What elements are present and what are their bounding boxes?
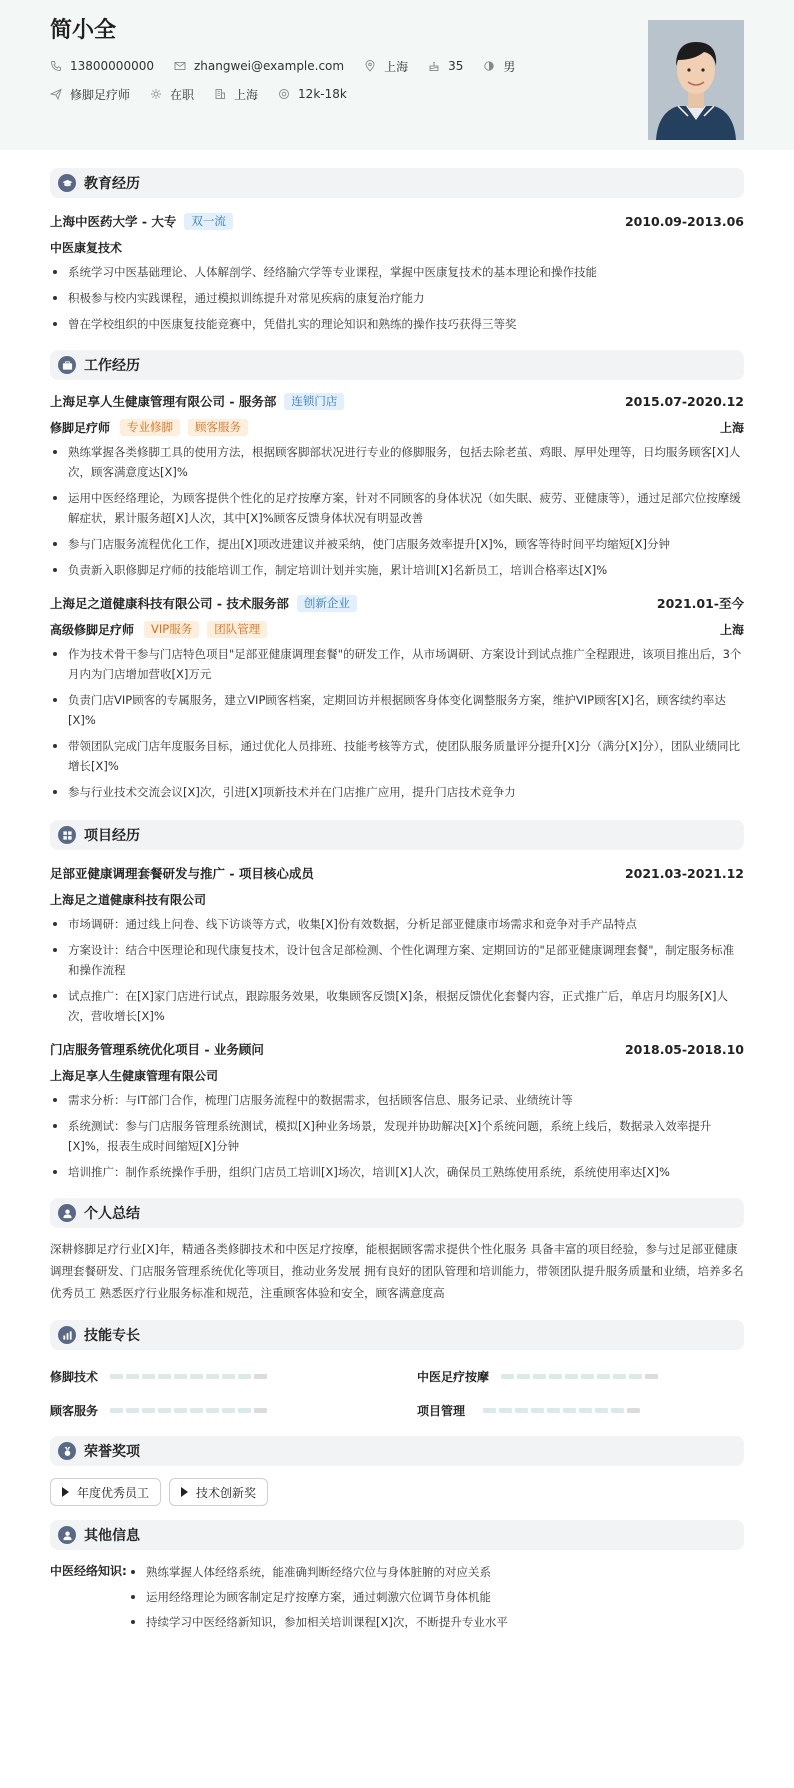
skill-segment — [126, 1408, 139, 1413]
role-name: 高级修脚足疗师 — [50, 622, 135, 637]
cake-icon — [428, 60, 440, 72]
work-date: 2015.07-2020.12 — [624, 393, 744, 409]
skill-level-bar — [501, 1374, 661, 1379]
role-tag: VIP服务 — [144, 621, 199, 638]
awards-section-title — [50, 1436, 744, 1466]
skill-segment — [206, 1374, 219, 1379]
education-date: 2010.09-2013.06 — [624, 213, 744, 229]
summary-section-title — [50, 1198, 744, 1228]
skill-segment — [629, 1374, 642, 1379]
work-location: 上海 — [719, 420, 744, 435]
skill-item — [50, 1402, 377, 1418]
education-entry-head — [50, 212, 744, 230]
work-section-title — [50, 350, 744, 380]
skill-segment — [563, 1408, 576, 1413]
work-bullets — [50, 442, 744, 580]
play-icon — [62, 1487, 69, 1497]
gear-icon — [150, 88, 162, 100]
bar-chart-icon — [58, 1326, 76, 1344]
target-city-text: 上海 — [234, 87, 259, 102]
target-city-item — [214, 86, 258, 103]
list-item: 持续学习中医经络新知识，参加相关培训课程[X]次，不断提升专业水平 — [128, 1610, 508, 1635]
skill-segment — [581, 1374, 594, 1379]
gender-icon — [483, 60, 495, 72]
work-entry — [50, 594, 744, 802]
city-text: 上海 — [384, 59, 409, 74]
position-item — [50, 86, 130, 103]
role-row — [50, 620, 744, 638]
skill-segment — [515, 1408, 528, 1413]
project-date: 2021.03-2021.12 — [624, 865, 744, 881]
award-chip — [169, 1478, 268, 1506]
education-entry — [50, 212, 744, 334]
role-tag: 团队管理 — [207, 621, 267, 638]
skill-segment — [174, 1374, 187, 1379]
list-item: 曾在学校组织的中医康复技能竞赛中，凭借扎实的理论知识和熟练的操作技巧获得三等奖 — [50, 314, 744, 334]
role-tag: 顾客服务 — [188, 419, 248, 436]
skill-segment — [110, 1408, 123, 1413]
company-name: 上海足之道健康科技有限公司 - 技术服务部 — [50, 596, 289, 611]
skill-segment — [547, 1408, 560, 1413]
skill-segment — [533, 1374, 546, 1379]
project-entry — [50, 864, 744, 1026]
list-item: 熟练掌握各类修脚工具的使用方法，根据顾客脚部状况进行专业的修脚服务，包括去除老茧、鸡眼、厚甲处理等，日均服务顾客[X]人次，顾客满意度达[X]% — [50, 442, 744, 482]
position-text: 修脚足疗师 — [70, 87, 131, 102]
salary-item — [278, 87, 347, 101]
phone-text: 13800000000 — [70, 59, 154, 73]
education-bullets — [50, 262, 744, 334]
list-item: 参与门店服务流程优化工作，提出[X]项改进建议并被采纳，使门店服务效率提升[X]%，顾客等待时间平均缩短[X]分钟 — [50, 534, 744, 554]
location-icon — [364, 60, 376, 72]
list-item: 参与行业技术交流会议[X]次，引进[X]项新技术并在门店推广应用，提升门店技术竞争力 — [50, 782, 744, 802]
skill-segment — [499, 1408, 512, 1413]
work-bullets — [50, 644, 744, 802]
skill-segment — [254, 1408, 267, 1413]
skill-name: 项目管理 — [417, 1403, 466, 1418]
awards-list — [50, 1478, 744, 1506]
age-item — [428, 59, 463, 73]
school-tag: 双一流 — [184, 213, 233, 230]
skill-segment — [238, 1408, 251, 1413]
skill-item — [417, 1402, 744, 1418]
briefcase-icon — [58, 356, 76, 374]
email-item — [174, 59, 344, 73]
skill-segment — [158, 1374, 171, 1379]
skill-segment — [174, 1408, 187, 1413]
building-icon — [214, 88, 226, 100]
other-bullets — [128, 1560, 508, 1635]
other-section-title — [50, 1520, 744, 1550]
skill-item — [417, 1368, 744, 1384]
role-name: 修脚足疗师 — [50, 420, 111, 435]
work-entry — [50, 392, 744, 580]
user-icon — [58, 1204, 76, 1222]
list-item: 带领团队完成门店年度服务目标，通过优化人员排班、技能考核等方式，使团队服务质量评分提升[X]分（满分[X]分），团队业绩同比增长[X]% — [50, 736, 744, 776]
grid-icon — [58, 826, 76, 844]
project-company: 上海足享人生健康管理有限公司 — [50, 1068, 219, 1083]
skill-segment — [517, 1374, 530, 1379]
skill-segment — [645, 1374, 658, 1379]
skill-name: 修脚技术 — [50, 1369, 99, 1384]
work-date: 2021.01-至今 — [656, 596, 744, 611]
email-text: zhangwei@example.com — [193, 59, 345, 73]
projects-title: 项目经历 — [84, 828, 140, 844]
skill-segment — [206, 1408, 219, 1413]
work-entry-head — [50, 392, 744, 410]
list-item: 市场调研：通过线上问卷、线下访谈等方式，收集[X]份有效数据，分析足部亚健康市场需求和竞争对手产品特点 — [50, 914, 744, 934]
status-text: 在职 — [170, 87, 195, 102]
project-name: 足部亚健康调理套餐研发与推广 - 项目核心成员 — [50, 866, 314, 881]
candidate-name: 简小全 — [50, 18, 117, 43]
avatar — [648, 20, 744, 140]
send-icon — [50, 88, 62, 100]
list-item: 积极参与校内实践课程，通过模拟训练提升对常见疾病的康复治疗能力 — [50, 288, 744, 308]
school-name: 上海中医药大学 - 大专 — [50, 214, 177, 229]
skill-segment — [627, 1408, 640, 1413]
skill-name: 顾客服务 — [50, 1403, 99, 1418]
skill-segment — [222, 1408, 235, 1413]
role-row — [50, 418, 744, 436]
person-icon — [58, 1526, 76, 1544]
summary-title: 个人总结 — [84, 1206, 140, 1222]
skill-segment — [483, 1408, 496, 1413]
age-text: 35 — [448, 59, 464, 73]
project-entry-head — [50, 1040, 744, 1058]
list-item: 作为技术骨干参与门店特色项目"足部亚健康调理套餐"的研发工作，从市场调研、方案设计到试点推广全程跟进，该项目推出后，3个月内为门店增加营收[X]万元 — [50, 644, 744, 684]
skill-segment — [142, 1408, 155, 1413]
project-company: 上海足之道健康科技有限公司 — [50, 892, 207, 907]
role-tag: 专业修脚 — [120, 419, 180, 436]
skill-level-bar — [483, 1408, 643, 1413]
work-location: 上海 — [719, 622, 744, 637]
mail-icon — [174, 60, 186, 72]
play-icon — [181, 1487, 188, 1497]
skill-name: 中医足疗按摩 — [417, 1369, 490, 1384]
skill-segment — [126, 1374, 139, 1379]
projects-section-title — [50, 820, 744, 850]
work-title: 工作经历 — [84, 358, 140, 374]
skill-segment — [110, 1374, 123, 1379]
education-title: 教育经历 — [84, 176, 140, 192]
major-row — [50, 238, 744, 256]
skill-segment — [254, 1374, 267, 1379]
skill-segment — [222, 1374, 235, 1379]
list-item: 需求分析：与IT部门合作，梳理门店服务流程中的数据需求，包括顾客信息、服务记录、业绩统计等 — [50, 1090, 744, 1110]
skill-segment — [238, 1374, 251, 1379]
list-item: 系统学习中医基础理论、人体解剖学、经络腧穴学等专业课程，掌握中医康复技术的基本理论和操作技能 — [50, 262, 744, 282]
skill-segment — [501, 1374, 514, 1379]
skill-level-bar — [110, 1408, 270, 1413]
project-company-row — [50, 1066, 744, 1084]
project-entry-head — [50, 864, 744, 882]
list-item: 方案设计：结合中医理论和现代康复技术，设计包含足部检测、个性化调理方案、定期回访的"足部亚健康调理套餐"，制定服务标准和操作流程 — [50, 940, 744, 980]
skill-segment — [158, 1408, 171, 1413]
project-bullets — [50, 1090, 744, 1182]
major-name: 中医康复技术 — [50, 240, 123, 255]
list-item: 系统测试：参与门店服务管理系统测试，模拟[X]种业务场景，发现并协助解决[X]个系统问题，系统上线后，数据录入效率提升[X]%，报表生成时间缩短[X]分钟 — [50, 1116, 744, 1156]
resume-header — [0, 0, 794, 150]
education-section-title — [50, 168, 744, 198]
other-label: 中医经络知识: — [50, 1564, 127, 1578]
company-name: 上海足享人生健康管理有限公司 - 服务部 — [50, 394, 277, 409]
skill-item — [50, 1368, 377, 1384]
company-tag: 连锁门店 — [284, 393, 344, 410]
gender-item — [483, 58, 515, 75]
awards-title: 荣誉奖项 — [84, 1444, 140, 1460]
graduation-cap-icon — [58, 174, 76, 192]
list-item: 培训推广：制作系统操作手册，组织门店员工培训[X]场次，培训[X]人次，确保员工熟练使用系统，系统使用率达[X]% — [50, 1162, 744, 1182]
project-date: 2018.05-2018.10 — [624, 1041, 744, 1057]
skill-segment — [531, 1408, 544, 1413]
gender-text: 男 — [503, 59, 516, 74]
other-title: 其他信息 — [84, 1528, 140, 1544]
skill-segment — [565, 1374, 578, 1379]
project-name: 门店服务管理系统优化项目 - 业务顾问 — [50, 1042, 264, 1057]
project-bullets — [50, 914, 744, 1026]
project-entry — [50, 1040, 744, 1182]
award-label: 技术创新奖 — [196, 1485, 257, 1500]
skill-segment — [142, 1374, 155, 1379]
list-item: 运用经络理论为顾客制定足疗按摩方案，通过刺激穴位调节身体机能 — [128, 1585, 508, 1610]
list-item: 运用中医经络理论，为顾客提供个性化的足疗按摩方案，针对不同顾客的身体状况（如失眠、疲劳、亚健康等），通过足部穴位按摩缓解症状，累计服务超[X]人次，其中[X]%顾客反馈身体状况有明显改善 — [50, 488, 744, 528]
skill-segment — [613, 1374, 626, 1379]
award-label: 年度优秀员工 — [77, 1485, 150, 1500]
skill-segment — [190, 1408, 203, 1413]
job-row — [50, 86, 744, 102]
list-item: 熟练掌握人体经络系统，能准确判断经络穴位与身体脏腑的对应关系 — [128, 1560, 508, 1585]
contact-row — [50, 58, 744, 74]
skills-grid — [50, 1368, 744, 1418]
salary-text: 12k-18k — [298, 87, 347, 101]
company-tag: 创新企业 — [297, 595, 357, 612]
summary-text: 深耕修脚足疗行业[X]年，精通各类修脚技术和中医足疗按摩，能根据顾客需求提供个性化服务 具备丰富的项目经验，参与过足部亚健康调理套餐研发、门店服务管理系统优化等项目，推动业务发展 拥有良好的团队管理和培训能力，带领团队提升服务质量和业绩，培养多名优秀员工 熟悉医疗行业服务标准和规范，注重顾客体验和安全，顾客满意度高 — [50, 1242, 744, 1300]
medal-icon — [58, 1442, 76, 1460]
skill-segment — [611, 1408, 624, 1413]
list-item: 负责门店VIP顾客的专属服务，建立VIP顾客档案，定期回访并根据顾客身体变化调整服务方案，维护VIP顾客[X]名，顾客续约率达[X]% — [50, 690, 744, 730]
work-entry-head — [50, 594, 744, 612]
city-item — [364, 58, 408, 75]
status-item — [150, 86, 194, 103]
coin-icon — [278, 88, 290, 100]
resume-body — [0, 168, 794, 1635]
skill-segment — [549, 1374, 562, 1379]
skill-segment — [595, 1408, 608, 1413]
other-info — [50, 1560, 744, 1635]
phone-item — [50, 59, 154, 73]
list-item: 试点推广：在[X]家门店进行试点，跟踪服务效果，收集顾客反馈[X]条，根据反馈优化套餐内容，正式推广后，单店月均服务[X]人次，营收增长[X]% — [50, 986, 744, 1026]
skill-level-bar — [110, 1374, 270, 1379]
skills-section-title — [50, 1320, 744, 1350]
phone-icon — [50, 60, 62, 72]
skill-segment — [579, 1408, 592, 1413]
project-company-row — [50, 890, 744, 908]
award-chip — [50, 1478, 161, 1506]
list-item: 负责新入职修脚足疗师的技能培训工作，制定培训计划并实施，累计培训[X]名新员工，培训合格率达[X]% — [50, 560, 744, 580]
skills-title: 技能专长 — [84, 1328, 140, 1344]
skill-segment — [597, 1374, 610, 1379]
skill-segment — [190, 1374, 203, 1379]
